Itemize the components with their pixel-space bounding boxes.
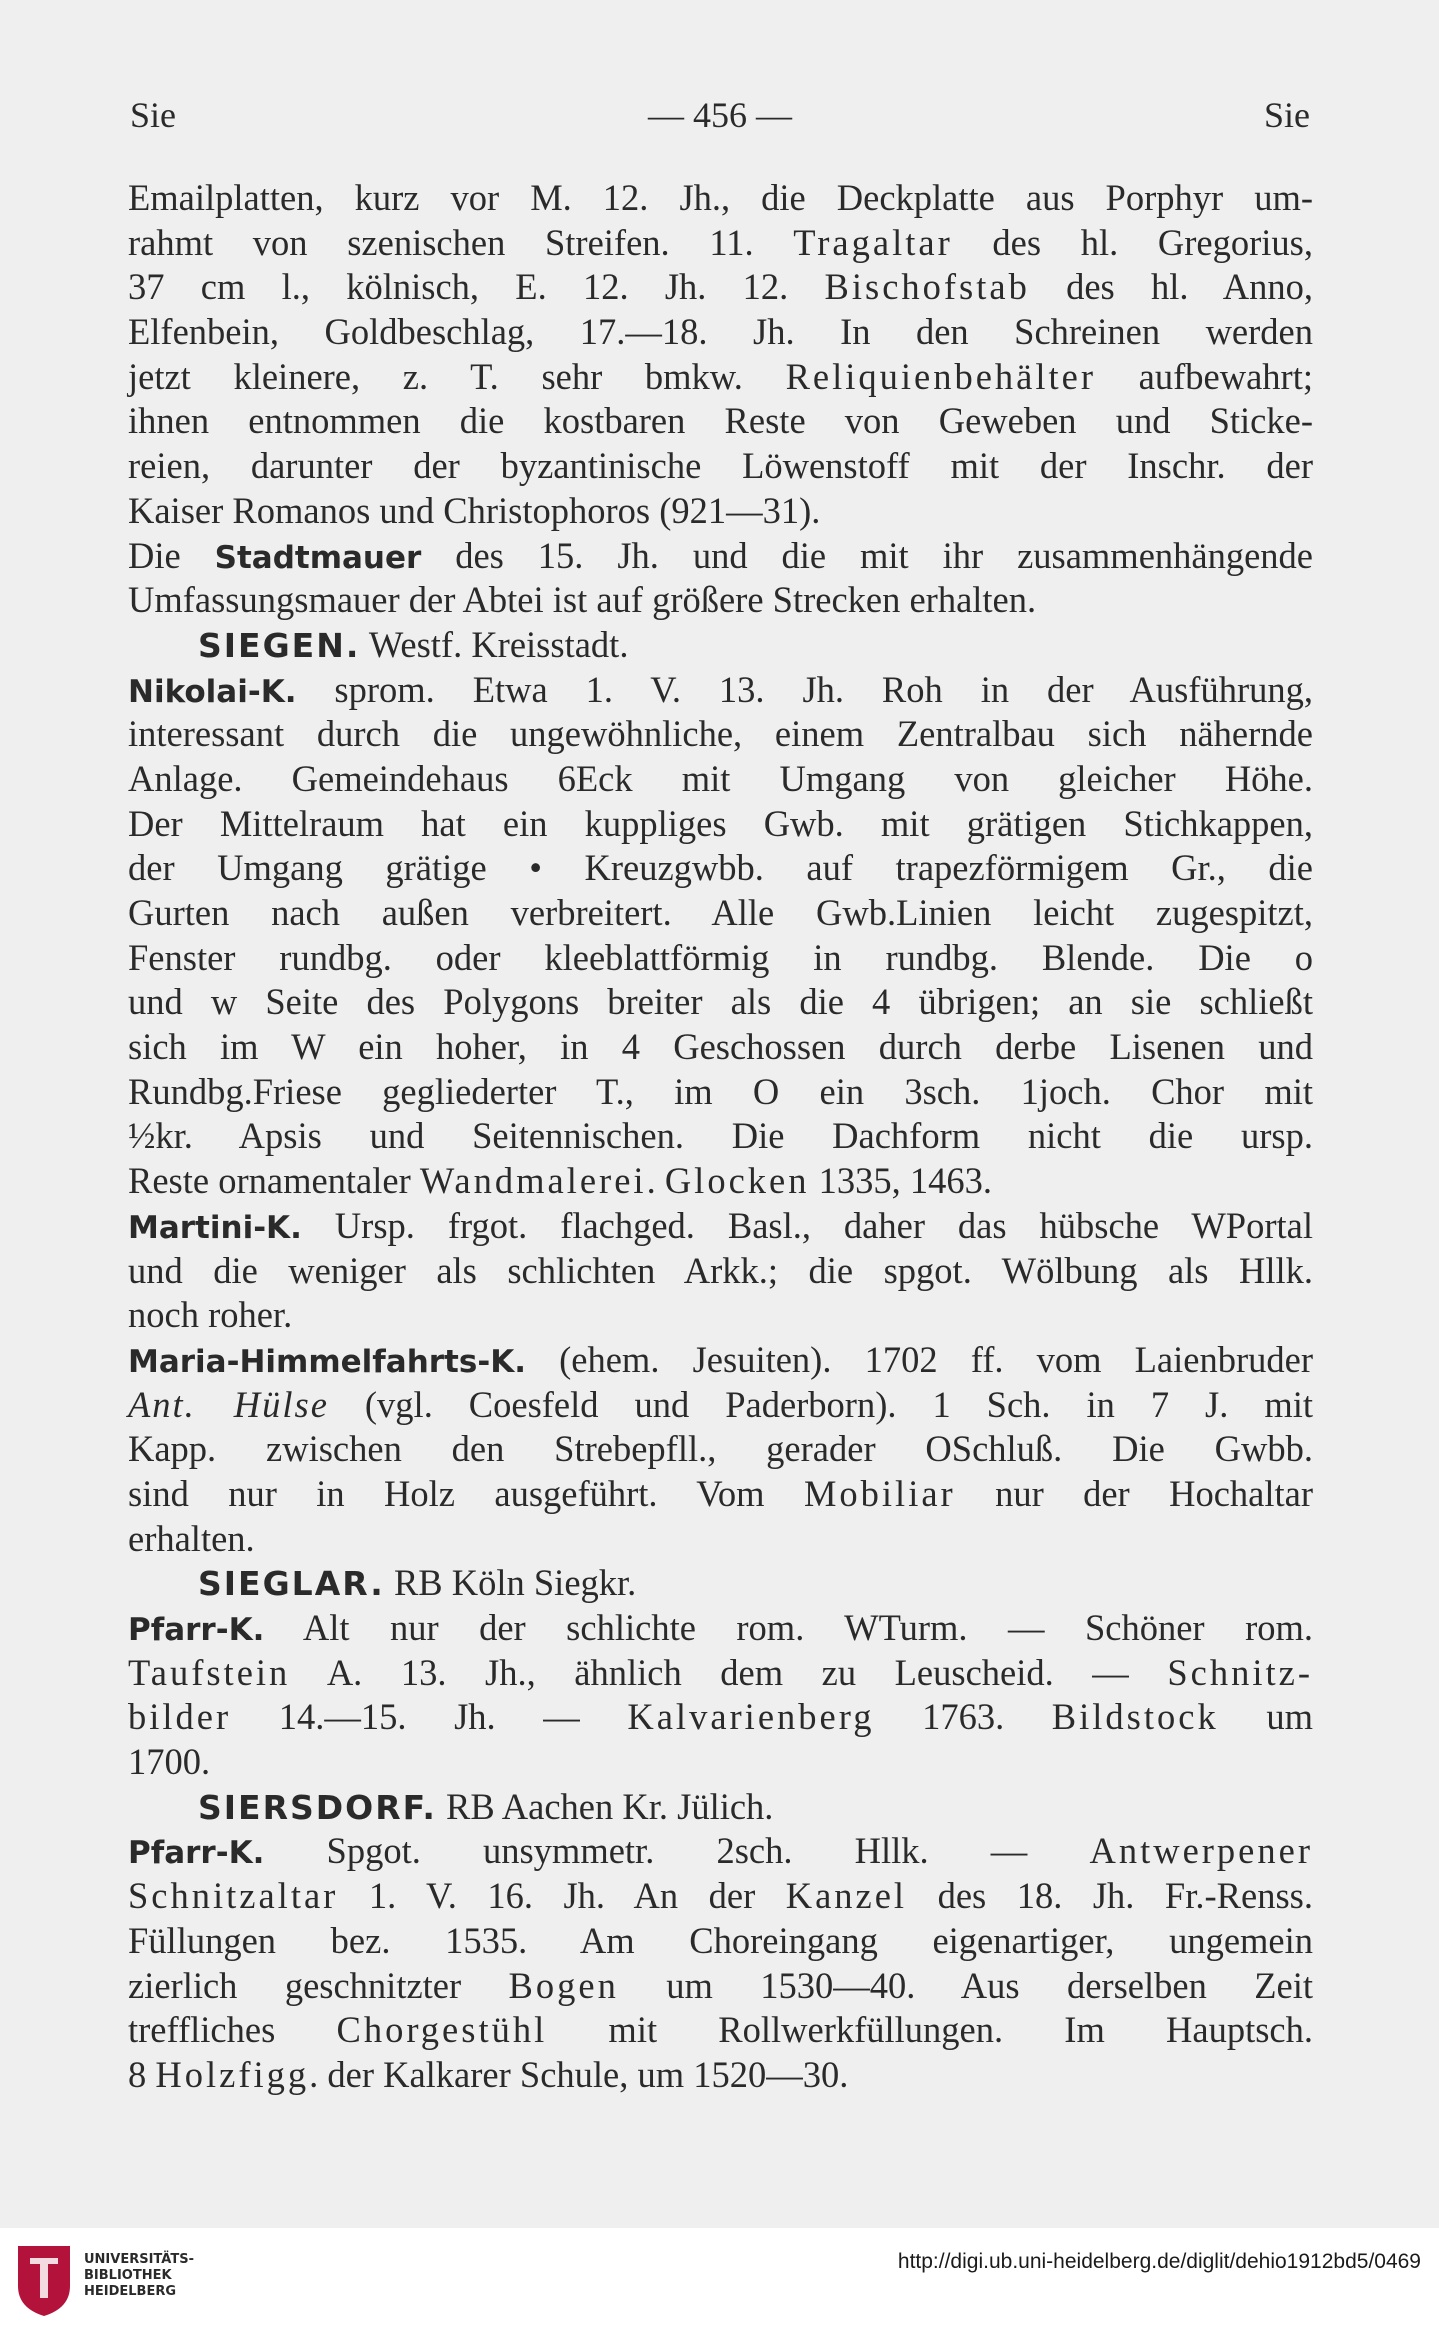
- text-line: [128, 310, 1313, 355]
- text-run: RB Köln Siegkr.: [384, 1562, 637, 1604]
- text-run: erhalten.: [128, 1517, 255, 1559]
- text-line: [128, 399, 1313, 444]
- text-line: [128, 1919, 1313, 1964]
- text-line: [128, 1383, 1313, 1428]
- text-run: A. 13. Jh., ähnlich dem zu Leuscheid. —: [290, 1651, 1168, 1693]
- text-run: Maria-Himmelfahrts-K.: [128, 1343, 526, 1380]
- text-run: um: [1218, 1696, 1313, 1738]
- text-run: 1. V. 16. Jh. An der: [338, 1875, 786, 1917]
- text-line: [128, 1651, 1313, 1696]
- text-run: RB Aachen Kr. Jülich.: [436, 1785, 774, 1827]
- text-run: Pfarr-K.: [128, 1612, 265, 1648]
- text-run: und w Seite des Polygons breiter als die 4 übrigen; an sie schließt: [128, 981, 1313, 1023]
- text-run: Holzfigg: [155, 2053, 310, 2095]
- text-line: [128, 980, 1313, 1025]
- text-run: (vgl. Coesfeld und Paderborn). 1 Sch. in 7 J. mit: [328, 1383, 1313, 1425]
- running-head-right: Sie: [1263, 95, 1310, 135]
- text-run: treffliches: [128, 2009, 337, 2051]
- footer-bar: [0, 2228, 1439, 2331]
- text-run: Mobiliar: [803, 1472, 956, 1514]
- text-line: [128, 1427, 1313, 1472]
- source-url[interactable]: http://digi.ub.uni-heidelberg.de/diglit/dehio1912bd5/0469: [897, 2250, 1421, 2273]
- body-text: [128, 176, 1313, 2098]
- running-head: [130, 94, 1310, 142]
- text-run: (ehem. Jesuiten). 1702 ff. vom Laienbruder: [526, 1338, 1313, 1380]
- text-line: [128, 1829, 1313, 1874]
- text-run: Anlage. Gemeindehaus 6Eck mit Umgang von gleicher Höhe.: [128, 757, 1313, 799]
- text-run: Bischofstab: [824, 266, 1030, 308]
- text-line: [128, 1517, 1313, 1562]
- text-run: sich im W ein hoher, in 4 Geschossen durch derbe Lisenen und: [128, 1026, 1313, 1068]
- logo-line: HEIDELBERG: [84, 2284, 177, 2299]
- text-run: rahmt von szenischen Streifen. 11.: [128, 221, 794, 263]
- text-line: [128, 221, 1313, 266]
- text-line: [128, 936, 1313, 981]
- text-run: 1700.: [128, 1741, 211, 1783]
- text-line: [128, 802, 1313, 847]
- text-run: Der Mittelraum hat ein kuppliges Gwb. mit grätigen Stichkappen,: [128, 802, 1313, 844]
- text-run: 1763.: [874, 1696, 1052, 1738]
- text-run: der Umgang grätige • Kreuzgwbb. auf trapezförmigem Gr., die: [128, 847, 1313, 889]
- university-seal-icon: [14, 2242, 74, 2318]
- text-line: [128, 1740, 1313, 1785]
- text-run: Antwerpener: [1089, 1830, 1313, 1872]
- text-run: Chorgestühl: [336, 2009, 548, 2051]
- library-logo-text: [84, 2252, 194, 2300]
- text-line: [128, 578, 1313, 623]
- text-run: des hl. Anno,: [1029, 266, 1313, 308]
- text-run: Martini-K.: [128, 1209, 302, 1246]
- text-run: des 18. Jh. Fr.-Renss.: [907, 1875, 1313, 1917]
- text-line: [128, 1561, 1313, 1606]
- text-line: [128, 444, 1313, 489]
- text-run: Umfassungsmauer der Abtei ist auf größere Strecken erhalten.: [128, 579, 1037, 621]
- text-line: [128, 1025, 1313, 1070]
- text-run: noch roher.: [128, 1294, 293, 1336]
- text-line: [128, 1338, 1313, 1383]
- text-line: [128, 891, 1313, 936]
- text-run: um 1530—40. Aus derselben Zeit: [618, 1964, 1313, 2006]
- text-run: Schnitz-: [1167, 1651, 1313, 1693]
- text-run: reien, darunter der byzantinische Löwenstoff mit der Inschr. der: [128, 445, 1313, 487]
- text-run: Kapp. zwischen den Strebepfll., gerader OSchluß. Die Gwbb.: [128, 1428, 1313, 1470]
- text-line: [128, 2053, 1313, 2098]
- text-run: SIEGEN.: [198, 625, 361, 665]
- text-line: [128, 534, 1313, 579]
- text-run: . der Kalkarer Schule, um 1520—30.: [309, 2053, 849, 2095]
- logo-line: UNIVERSITÄTS-: [84, 2252, 194, 2267]
- page-number: — 456 —: [648, 95, 792, 135]
- text-run: ihnen entnommen die kostbaren Reste von Geweben und Sticke-: [128, 400, 1313, 442]
- text-run: 37 cm l., kölnisch, E. 12. Jh. 12.: [128, 266, 825, 308]
- text-run: jetzt kleinere, z. T. sehr bmkw.: [128, 355, 786, 397]
- text-line: [128, 623, 1313, 668]
- text-run: Taufstein: [128, 1651, 291, 1693]
- text-line: [128, 2008, 1313, 2053]
- text-run: Elfenbein, Goldbeschlag, 17.—18. Jh. In den Schreinen werden: [128, 311, 1313, 353]
- text-line: [128, 1070, 1313, 1115]
- text-run: Glocken: [664, 1160, 810, 1202]
- text-run: und die weniger als schlichten Arkk.; die spgot. Wölbung als Hllk.: [128, 1249, 1313, 1291]
- text-line: [128, 1785, 1313, 1830]
- text-run: 8: [128, 2053, 156, 2095]
- text-line: [128, 846, 1313, 891]
- text-line: [128, 757, 1313, 802]
- text-line: [128, 489, 1313, 534]
- text-run: Kaiser Romanos und Christophoros (921—31).: [128, 489, 821, 531]
- text-run: .: [646, 1160, 665, 1202]
- text-run: des 15. Jh. und die mit ihr zusammenhängende: [421, 534, 1314, 576]
- text-run: Ant. Hülse: [128, 1383, 329, 1425]
- text-run: ½kr. Apsis und Seitennischen. Die Dachform nicht die ursp.: [128, 1115, 1313, 1157]
- text-line: [128, 1114, 1313, 1159]
- text-line: [128, 1472, 1313, 1517]
- text-line: [128, 1606, 1313, 1651]
- text-run: interessant durch die ungewöhnliche, einem Zentralbau sich nähernde: [128, 713, 1313, 755]
- text-run: SIEGLAR.: [198, 1564, 385, 1604]
- text-line: [128, 176, 1313, 221]
- text-line: [128, 265, 1313, 310]
- text-run: bilder: [128, 1696, 232, 1738]
- text-run: nur der Hochaltar: [955, 1472, 1313, 1514]
- text-run: 1335, 1463.: [809, 1160, 992, 1202]
- logo-line: BIBLIOTHEK: [84, 2268, 172, 2283]
- text-run: aufbewahrt;: [1096, 355, 1313, 397]
- text-run: des hl. Gregorius,: [952, 221, 1313, 263]
- text-run: Fenster rundbg. oder kleeblattförmig in rundbg. Blende. Die o: [128, 936, 1313, 978]
- text-run: Gurten nach außen verbreitert. Alle Gwb.Linien leicht zugespitzt,: [128, 892, 1313, 933]
- text-run: Kanzel: [785, 1875, 908, 1917]
- text-run: Reste ornamentaler: [128, 1160, 420, 1202]
- text-run: Die: [128, 534, 215, 576]
- text-line: [128, 1874, 1313, 1919]
- text-run: Ursp. frgot. flachged. Basl., daher das hübsche WPortal: [301, 1204, 1313, 1246]
- text-line: [128, 1204, 1313, 1249]
- text-run: sprom. Etwa 1. V. 13. Jh. Roh in der Ausführung,: [296, 668, 1313, 710]
- text-run: SIERSDORF.: [198, 1787, 437, 1827]
- text-run: Emailplatten, kurz vor M. 12. Jh., die Deckplatte aus Porphyr um-: [128, 177, 1313, 218]
- text-line: [128, 355, 1313, 400]
- text-run: Rundbg.Friese gegliederter T., im O ein 3sch. 1joch. Chor mit: [128, 1070, 1313, 1112]
- text-run: Tragaltar: [793, 221, 953, 263]
- text-run: Bildstock: [1051, 1696, 1219, 1738]
- text-line: [128, 1964, 1313, 2009]
- text-run: Reliquienbehälter: [785, 355, 1097, 397]
- text-line: [128, 1695, 1313, 1740]
- text-run: Spgot. unsymmetr. 2sch. Hllk. —: [264, 1830, 1090, 1872]
- text-line: [128, 1293, 1313, 1338]
- text-run: Bogen: [508, 1964, 619, 2006]
- text-run: Stadtmauer: [214, 539, 422, 576]
- text-run: Westf. Kreisstadt.: [360, 623, 629, 665]
- text-run: Pfarr-K.: [128, 1835, 265, 1872]
- text-line: [128, 668, 1313, 713]
- text-line: [128, 1249, 1313, 1294]
- text-run: Kalvarienberg: [627, 1696, 875, 1738]
- text-run: Alt nur der schlichte rom. WTurm. — Schöner rom.: [264, 1607, 1313, 1648]
- running-head-left: Sie: [130, 95, 177, 135]
- text-run: mit Rollwerkfüllungen. Im Hauptsch.: [547, 2009, 1313, 2051]
- text-run: Schnitzaltar: [128, 1875, 339, 1917]
- text-run: Wandmalerei: [419, 1160, 647, 1202]
- text-run: Füllungen bez. 1535. Am Choreingang eigenartiger, ungemein: [128, 1919, 1313, 1961]
- text-run: Nikolai-K.: [128, 673, 297, 710]
- text-run: 14.—15. Jh. —: [231, 1696, 628, 1738]
- text-run: sind nur in Holz ausgeführt. Vom: [128, 1472, 804, 1514]
- text-run: zierlich geschnitzter: [128, 1964, 509, 2006]
- text-line: [128, 712, 1313, 757]
- text-line: [128, 1159, 1313, 1204]
